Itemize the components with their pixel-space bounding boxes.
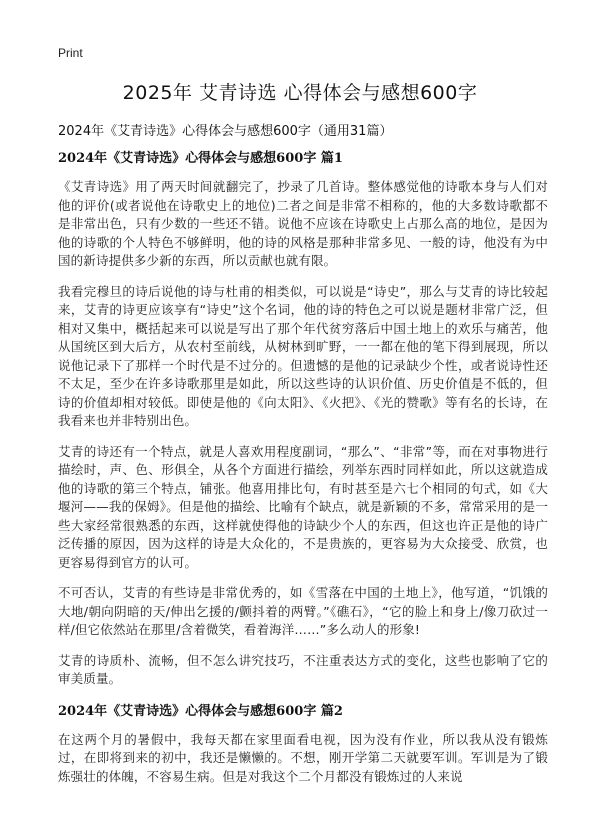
page-title: 2025年 艾青诗选 心得体会与感想600字 (122, 82, 478, 104)
paragraph: 我看完穆旦的诗后说他的诗与杜甫的相类似，可以说是“诗史”，那么与艾青的诗比较起来，艾青的诗更应该享有“诗史”这个名词，他的诗的特色之可以说是题材非常广泛，但相对又集中，概括起来可以说是写出了那个年代贫穷落后中国土地上的欢乐与痛苦，他从国统区到大后方，从农村至前线，从树林到旷野，一一都在他的笔下得到展现，所以说他记录下了那样一个时代是不过分的。但遗憾的是他的记录缺少个性，或者说诗性还不太足，至少在许多诗歌那里是如此，所以这些诗的认识价值、历史价值是不低的，但诗的价值却相对较低。即使是他的《向太阳》、《火把》、《光的赞歌》等有名的长诗，在我看来也并非特别出色。 (58, 283, 548, 428)
print-label: Print (58, 46, 83, 60)
section-heading: 2024年《艾青诗选》心得体会与感想600字 篇2 (58, 703, 343, 719)
article-body (58, 150, 548, 798)
paragraph: 不可否认，艾青的有些诗是非常优秀的，如《雪落在中国的土地上》，他写道，“饥饿的大地/朝向阴暗的天/伸出乞援的/颤抖着的两臂。”《礁石》，“它的脸上和身上/像刀砍过一样/但它依然站在那里/含着微笑，看着海洋……”多么动人的形象! (58, 585, 548, 637)
paragraph: 艾青的诗还有一个特点，就是人喜欢用程度副词，“那么”、“非常”等，而在对事物进行描绘时，声、色、形俱全，从各个方面进行描绘，列举东西时同样如此，所以这就造成他的诗歌的第三个特点，铺张。他喜用排比句，有时甚至是六七个相同的句式，如《大堰河——我的保姆》。但是他的描绘、比喻有个缺点，就是新颖的不多，常常采用的是一些大家经常很熟悉的东西，这样就使得他的诗缺少个人的东西，但这也许正是他的诗广泛传播的原因，因为这样的诗是大众化的，不是贵族的，更容易为大众接受、欣赏，也更容易得到官方的认可。 (58, 443, 548, 570)
paragraph: 《艾青诗选》用了两天时间就翻完了，抄录了几首诗。整体感觉他的诗歌本身与人们对他的评价(或者说他在诗歌史上的地位)二者之间是非常不相称的，他的大多数诗歌都不是非常出色，只有少数的一些还不错。说他不应该在诗歌史上占那么高的地位，是因为他的诗歌的个人特色不够鲜明，他的诗的风格是那种非常多见、一般的诗，他没有为中国的新诗提供多少新的东西，所以贡献也就有限。 (58, 179, 548, 268)
section-2 (58, 703, 548, 787)
section-1 (58, 150, 548, 689)
paragraph: 艾青的诗质朴、流畅，但不怎么讲究技巧，不注重表达方式的变化，这些也影响了它的审美质量。 (58, 652, 548, 686)
document-subtitle: 2024年《艾青诗选》心得体会与感想600字（通用31篇） (58, 124, 393, 139)
section-heading: 2024年《艾青诗选》心得体会与感想600字 篇1 (58, 151, 343, 166)
paragraph: 在这两个月的暑假中，我每天都在家里面看电视，因为没有作业，所以我从没有锻炼过，在即将到来的初中，我还是懒懒的。不想，刚开学第二天就要军训。军训是为了锻炼强壮的体魄，不容易生病。但是对我这个二个月都没有锻炼过的人来说 (58, 731, 548, 784)
